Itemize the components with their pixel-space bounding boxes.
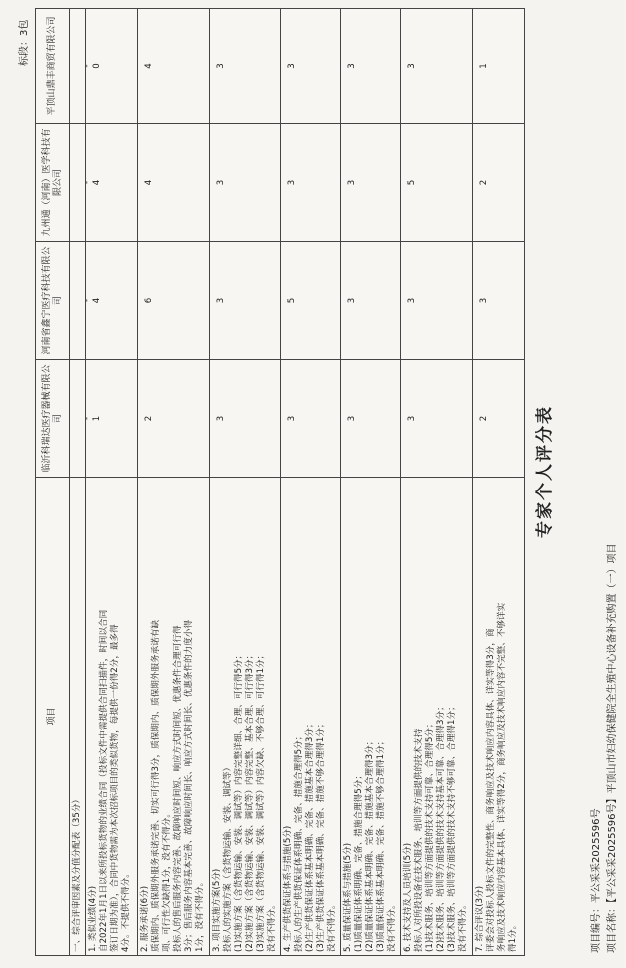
- score-cell: [472, 242, 524, 360]
- score-value: 0: [92, 63, 103, 69]
- criterion-line: 没有不得分。: [387, 900, 398, 952]
- score-cell: [138, 124, 209, 242]
- criterion-cell: [209, 478, 280, 956]
- score-value: 3: [286, 63, 297, 69]
- criterion-line: 投标人的生产供货保证体系明确、完备、措施合理得5分；: [293, 731, 304, 952]
- score-value: 3: [215, 179, 226, 186]
- score-mark: [337, 363, 347, 474]
- score-mark: [134, 127, 144, 238]
- score-table: [35, 8, 525, 956]
- score-cell: [138, 360, 209, 478]
- score-mark: [397, 127, 407, 238]
- score-cell: [138, 9, 209, 124]
- score-mark: [277, 245, 287, 356]
- criterion-line: 自2022年1月1日以来所投标货物的业绩合同（投标文件中需提供合同扫描件，时间以合同: [99, 609, 110, 952]
- criterion-cell: [86, 478, 138, 956]
- score-mark: [469, 12, 479, 120]
- criterion-line: (1)质量保证体系明确、完备、措施合理得5分；: [354, 771, 365, 952]
- score-value: 3: [215, 63, 226, 69]
- score-value: 5: [286, 297, 297, 304]
- criterion-line: (2)实施方案（含货物运输、安装、调试等）内容完整、基本合理、可行得3分；: [244, 650, 255, 952]
- score-cell: [82, 9, 138, 124]
- criterion-line: 评委会对投标人投标文件的完整性、商务响应及技术响应内容具体、详实等得3分，商: [485, 628, 496, 952]
- score-cell: [341, 9, 401, 124]
- score-value: 4: [144, 63, 155, 69]
- criterion-line: 3. 项目实施方案(5分): [211, 868, 222, 952]
- criterion-line: 2. 服务承诺(6分): [140, 885, 151, 952]
- score-cell: [401, 124, 472, 242]
- criterion-line: 项、可行性欠缺得1分，没有不得分。: [162, 809, 173, 952]
- score-value: 5: [407, 179, 418, 186]
- score-value: 1: [478, 63, 489, 69]
- criterion-line: 没有不得分。: [326, 900, 337, 952]
- criterion-line: (2)质量保证体系基本明确、完备、措施基本合理得3分；: [365, 736, 376, 952]
- score-value: 4: [92, 179, 103, 186]
- score-value: 6: [144, 297, 155, 304]
- score-value: 3: [215, 415, 226, 422]
- score-value: 3: [215, 297, 226, 304]
- criterion-cell: [401, 478, 472, 956]
- score-mark: [206, 245, 216, 356]
- score-mark: [277, 127, 287, 238]
- score-mark: [397, 12, 407, 120]
- lot-label: 标段：3包: [19, 19, 30, 66]
- score-cell: [472, 360, 524, 478]
- criterion-line: 签订日期为准），合同中货物需为本次招标项目的类似货物，每提供一份得2分，最多得: [110, 624, 121, 952]
- table-row: [86, 9, 138, 956]
- criterion-line: (3)生产供货保证体系基本明确、完备、措施不够合理得1分；: [315, 719, 326, 952]
- score-mark: -: [82, 298, 93, 303]
- table-row: [401, 9, 472, 956]
- score-cell: [401, 9, 472, 124]
- table-row: [209, 9, 280, 956]
- score-value: 3: [347, 179, 358, 186]
- score-cell: [472, 124, 524, 242]
- score-cell: [209, 9, 280, 124]
- criterion-cell: [280, 478, 340, 956]
- header-bidder-2: 河南省鑫宁医疗科技有限公司: [36, 242, 70, 360]
- criterion-line: 3分；售后服务内容基本完善、故障响应时间长、响应方式时间长、优惠条件的力度小得: [184, 619, 195, 952]
- score-cell: [209, 360, 280, 478]
- score-value: 3: [478, 297, 489, 304]
- criterion-line: 7. 综合评议(3分): [474, 885, 485, 952]
- score-mark: [337, 127, 347, 238]
- criterion-line: 投标人的实施方案（含货物运输、安装、调试等）: [222, 762, 233, 952]
- score-value: 4: [92, 297, 103, 304]
- project-number: 项目编号：平公采采2025596号: [591, 808, 602, 953]
- score-value: 3: [286, 415, 297, 422]
- score-mark: [337, 245, 347, 356]
- score-mark: -: [82, 416, 93, 421]
- table-body: [70, 9, 525, 956]
- criterion-line: 没有不得分。: [266, 900, 277, 952]
- criterion-cell: [138, 478, 209, 956]
- score-cell: [401, 360, 472, 478]
- score-value: 2: [478, 179, 489, 186]
- criterion-line: 4分。不提供不得分。: [121, 869, 132, 952]
- header-bidder-1: 临沂科瑞达医疗器械有限公司: [36, 360, 70, 478]
- score-cell: [209, 124, 280, 242]
- criterion-line: (2)生产供货保证体系基本明确、完备、措施基本合理得3分；: [304, 719, 315, 952]
- score-cell: [472, 9, 524, 124]
- score-cell: [280, 360, 340, 478]
- table-row: [341, 9, 401, 956]
- score-mark: [206, 363, 216, 474]
- score-value: 4: [144, 179, 155, 186]
- page-title: 专家个人评分表: [535, 405, 555, 538]
- score-mark: -: [82, 180, 93, 185]
- criterion-line: 投标人的售后服务内容完善、故障响应时间短、响应方式时间短、优惠条件合理可行得: [173, 625, 184, 952]
- score-cell: [82, 242, 138, 360]
- criterion-line: 得1分。: [507, 920, 518, 952]
- table-row: [138, 9, 209, 956]
- score-value: 3: [407, 297, 418, 304]
- criterion-line: (1)实施方案（含货物运输、安装、调试等）内容完整详细、合理、可行得5分；: [233, 650, 244, 952]
- section-header: 一、综合评审因素及分值分配表（35分）: [70, 478, 86, 956]
- score-mark: [397, 245, 407, 356]
- score-mark: -: [82, 64, 93, 68]
- score-cell: [280, 124, 340, 242]
- criterion-line: (3)实施方案（含货物运输、安装、调试等）内容欠缺、不够合理、可行得1分；: [255, 650, 266, 952]
- table-row: [472, 9, 524, 956]
- score-value: 3: [407, 415, 418, 422]
- score-mark: [469, 363, 479, 474]
- score-mark: [134, 363, 144, 474]
- score-mark: [397, 363, 407, 474]
- score-cell: [82, 360, 138, 478]
- score-mark: [206, 12, 216, 120]
- criterion-line: 6. 技术支持及人员培训(5分): [403, 842, 414, 952]
- header-bidder-4: 平顶山鼎丰商贸有限公司: [36, 9, 70, 124]
- score-value: 3: [347, 415, 358, 422]
- header-item: 项目: [36, 478, 70, 956]
- table-row: [280, 9, 340, 956]
- criterion-line: 4. 生产供货保证体系与措施(5分): [282, 825, 293, 952]
- criterion-line: 投标人对所投设备在技术服务、培训等方面提供的技术支持: [414, 728, 425, 952]
- score-cell: [138, 242, 209, 360]
- score-mark: [206, 127, 216, 238]
- criterion-line: 务响应及技术响应内容基本具体、详实等得2分，商务响应及技术响应内容不完整、不够详实: [496, 602, 507, 952]
- criterion-line: 5. 质量保证体系与措施(5分): [343, 842, 354, 952]
- criterion-line: (2)技术服务、培训等方面提供的技术支持基本可靠、合理得3分；: [436, 702, 447, 952]
- criterion-line: 1分，没有不得分。: [195, 877, 206, 952]
- score-mark: [337, 12, 347, 120]
- criterion-line: (3)技术服务、培训等方面提供的技术支持不够可靠、合理得1分；: [447, 702, 458, 952]
- score-cell: [341, 242, 401, 360]
- header-row: [36, 9, 70, 956]
- score-cell: [280, 9, 340, 124]
- score-cell: [341, 360, 401, 478]
- score-cell: [280, 242, 340, 360]
- score-cell: [401, 242, 472, 360]
- score-cell: [341, 124, 401, 242]
- header-bidder-3: 九州通（河南）医学科技有限公司: [36, 124, 70, 242]
- criterion-line: (1)技术服务、培训等方面提供的技术支持可靠、合理得5分；: [425, 719, 436, 952]
- score-cell: [209, 242, 280, 360]
- score-mark: [277, 12, 287, 120]
- score-value: 1: [92, 415, 103, 422]
- criterion-line: 没有不得分。: [458, 900, 469, 952]
- score-mark: [469, 245, 479, 356]
- score-value: 2: [144, 415, 155, 422]
- criterion-cell: [341, 478, 401, 956]
- criterion-cell: [472, 478, 524, 956]
- score-cell: [82, 124, 138, 242]
- criterion-line: 1. 类似业绩(4分): [88, 885, 99, 952]
- project-name: 项目名称：【平公采采2025596号】平顶山市妇幼保健院全生殖中心设备补充购置（一）项目: [607, 543, 618, 953]
- score-value: 2: [478, 415, 489, 422]
- score-mark: [277, 363, 287, 474]
- criterion-line: (3)质量保证体系基本明确、完备、措施不够合理得1分；: [376, 736, 387, 952]
- score-mark: [134, 245, 144, 356]
- criterion-line: 质保期内、质保期外服务承诺完善、切实可行得3分，质保期内、质保期外服务承诺有缺: [151, 619, 162, 952]
- score-value: 3: [407, 63, 418, 69]
- score-value: 3: [347, 297, 358, 304]
- score-value: 3: [286, 179, 297, 186]
- score-value: 3: [347, 63, 358, 69]
- score-mark: [469, 127, 479, 238]
- score-mark: [134, 12, 144, 120]
